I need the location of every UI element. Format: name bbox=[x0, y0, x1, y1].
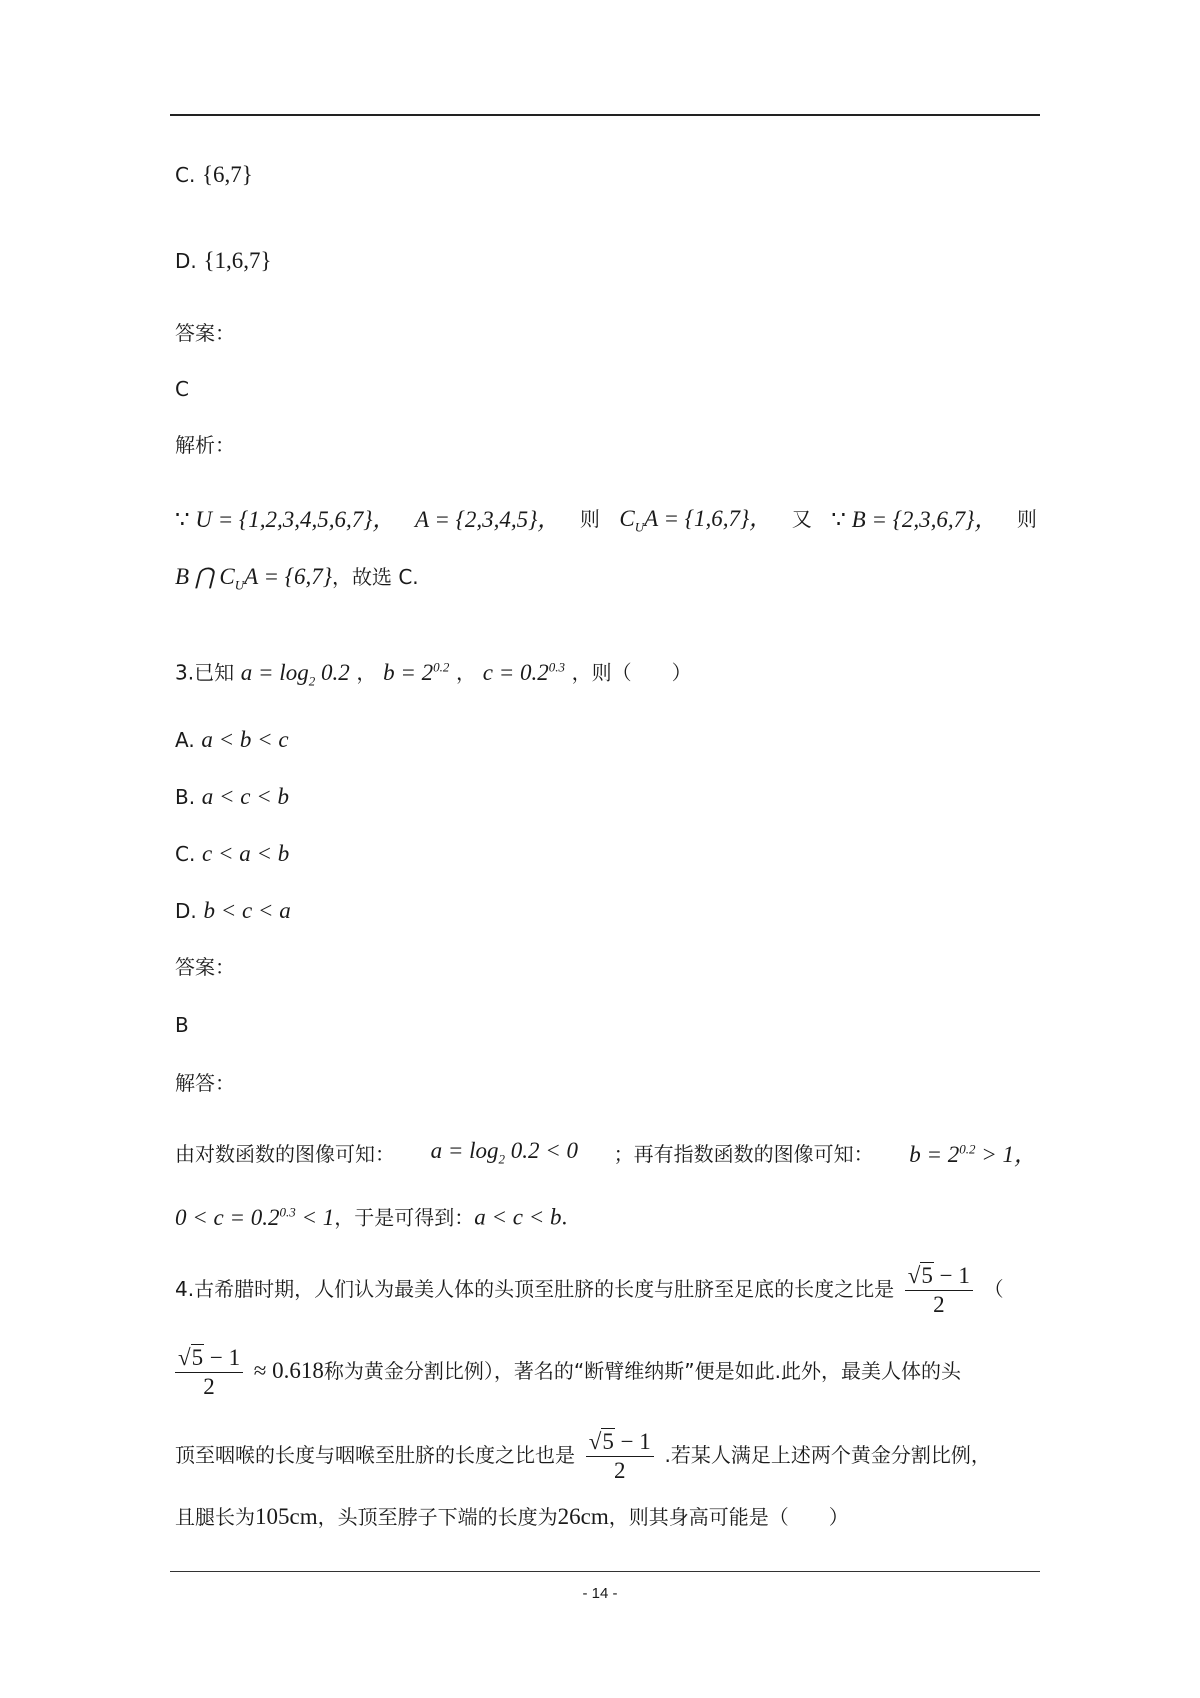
q4-line-1: 4.古希腊时期，人们认为最美人体的头顶至肚脐的长度与肚脐至足底的长度之比是 $\frac{√5 - 1}{2}$ （ bbox=[175, 1263, 1004, 1317]
q3-answer-label: 答案： bbox=[175, 955, 235, 979]
q3-option-a: A. a < b < c bbox=[175, 727, 289, 752]
q3-option-d: D. b < c < a bbox=[175, 898, 291, 923]
header-rule bbox=[170, 114, 1040, 116]
q2-option-d: D. {1,6,7} bbox=[175, 248, 272, 273]
q3-solution-line-1: 由对数函数的图像可知： $a = \log_2 0.2 < 0$ ；再有指数函数的图像可知： $b = 2^{0.2} > 1$， bbox=[175, 1137, 1037, 1167]
q2-analysis-line-1: ∵ U = {1,2,3,4,5,6,7}， A = {2,3,4,5}， 则 $C_UA = \{1,6,7\}$， 又 ∵ B = {2,3,6,7}， 则 bbox=[175, 506, 1037, 535]
q4-line-4: 且腿长为105cm，头顶至脖子下端的长度为26cm，则其身高可能是（ ） bbox=[175, 1504, 849, 1529]
q2-answer: C bbox=[175, 377, 189, 401]
golden-ratio-fraction: $\frac{√5 - 1}{2}$ bbox=[905, 1262, 973, 1319]
q4-line-3: 顶至咽喉的长度与咽喉至肚脐的长度之比也是 $\frac{√5 - 1}{2}$ .若某人满足上述两个黄金分割比例， bbox=[175, 1429, 991, 1483]
q3-option-b: B. a < c < b bbox=[175, 784, 290, 809]
q3-option-c: C. c < a < b bbox=[175, 841, 290, 866]
q2-answer-label: 答案： bbox=[175, 321, 235, 345]
q2-analysis-line-2: B ⋂ $C_UA = \{6,7\}$，故选 C. bbox=[175, 564, 419, 593]
footer-rule bbox=[170, 1571, 1040, 1572]
q3-solution-line-2: $0 < c = 0.2^{0.3} < 1$，于是可得到：a < c < b. bbox=[175, 1204, 568, 1230]
q3-stem: 3.已知 $a = \log_2 0.2$ ， $b = 2^{0.2}$ ， $c = 0.2^{0.3}$ ，则（ ） bbox=[175, 659, 692, 689]
q2-analysis-label: 解析： bbox=[175, 433, 235, 457]
q3-answer: B bbox=[175, 1013, 189, 1037]
page-number: - 14 - bbox=[582, 1585, 618, 1602]
golden-ratio-fraction: $\frac{√5 - 1}{2}$ bbox=[586, 1428, 654, 1485]
golden-ratio-fraction: $\frac{√5 - 1}{2}$ bbox=[175, 1344, 243, 1401]
q4-line-2: $\frac{√5 - 1}{2}$ ≈ 0.618称为黄金分割比例），著名的“断臂维纳斯”便是如此.此外，最美人体的头 bbox=[175, 1344, 961, 1401]
q2-option-c: C. {6,7} bbox=[175, 162, 253, 187]
q3-solution-label: 解答： bbox=[175, 1071, 235, 1095]
